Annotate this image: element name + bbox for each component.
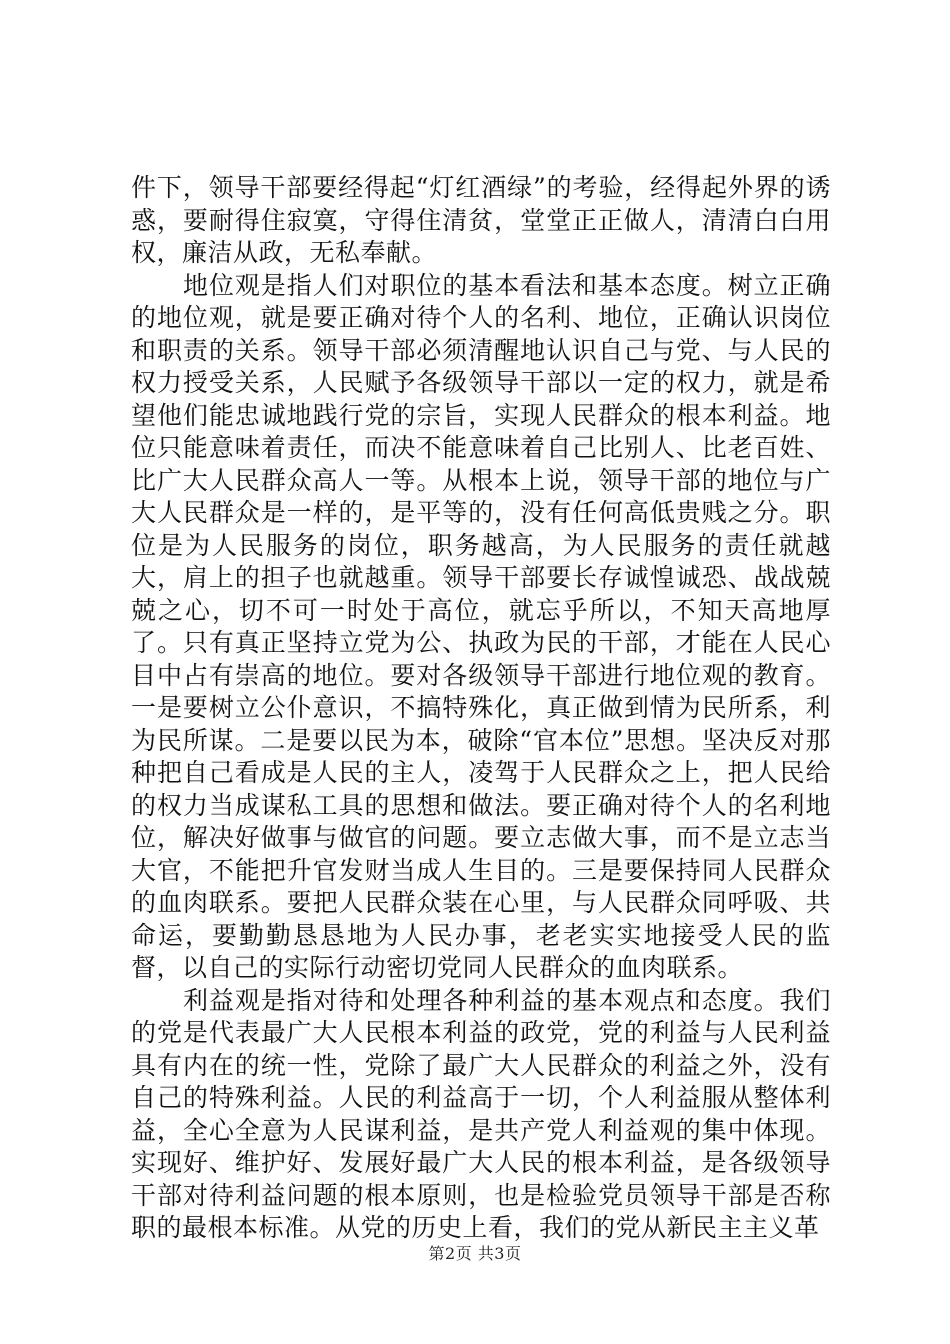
- page-footer: 第2页 共3页: [428, 1244, 522, 1263]
- body-text: [131, 172, 831, 1245]
- paragraph-interest-view: 利益观是指对待和处理各种利益的基本观点和态度。我们的党是代表最广大人民根本利益的政党，党的利益与人民利益具有内在的统一性，党除了最广大人民群众的利益之外，没有自己的特殊利益。人民的利益高于一切，个人利益服从整体利益，全心全意为人民谋利益，是共产党人利益观的集中体现。实现好、维护好、发展好最广大人民的根本利益，是各级领导干部对待利益问题的根本原则，也是检验党员领导干部是否称职的最根本标准。从党的历史上看，我们的党从新民主主义革: [131, 985, 831, 1242]
- paragraph-status-view: 地位观是指人们对职位的基本看法和基本态度。树立正确的地位观，就是要正确对待个人的名利、地位，正确认识岗位和职责的关系。领导干部必须清醒地认识自己与党、与人民的权力授受关系，人民赋予各级领导干部以一定的权力，就是希望他们能忠诚地践行党的宗旨，实现人民群众的根本利益。地位只能意味着责任，而决不能意味着自己比别人、比老百姓、比广大人民群众高人一等。从根本上说，领导干部的地位与广大人民群众是一样的，是平等的，没有任何高低贵贱之分。职位是为人民服务的岗位，职务越高，为人民服务的责任就越大，肩上的担子也就越重。领导干部要长存诚惶诚恐、战战兢兢之心，切不可一时处于高位，就忘乎所以，不知天高地厚了。只有真正坚持立党为公、执政为民的干部，才能在人民心目中占有崇高的地位。要对各级领导干部进行地位观的教育。一是要树立公仆意识，不搞特殊化，真正做到情为民所系，利为民所谋。二是要以民为本，破除“官本位”思想。坚决反对那种把自己看成是人民的主人，凌驾于人民群众之上，把人民给的权力当成谋私工具的思想和做法。要正确对待个人的名利地位，解决好做事与做官的问题。要立志做大事，而不是立志当大官，不能把升官发财当成人生目的。三是要保持同人民群众的血肉联系。要把人民群众装在心里，与人民群众同呼吸、共命运，要勤勤恳恳地为人民办事，老老实实地接受人民的监督，以自己的实际行动密切党同人民群众的血肉联系。: [131, 270, 831, 982]
- paragraph-continued: 件下，领导干部要经得起“灯红酒绿”的考验，经得起外界的诱惑，要耐得住寂寞，守得住清贫，堂堂正正做人，清清白白用权，廉洁从政，无私奉献。: [131, 173, 831, 267]
